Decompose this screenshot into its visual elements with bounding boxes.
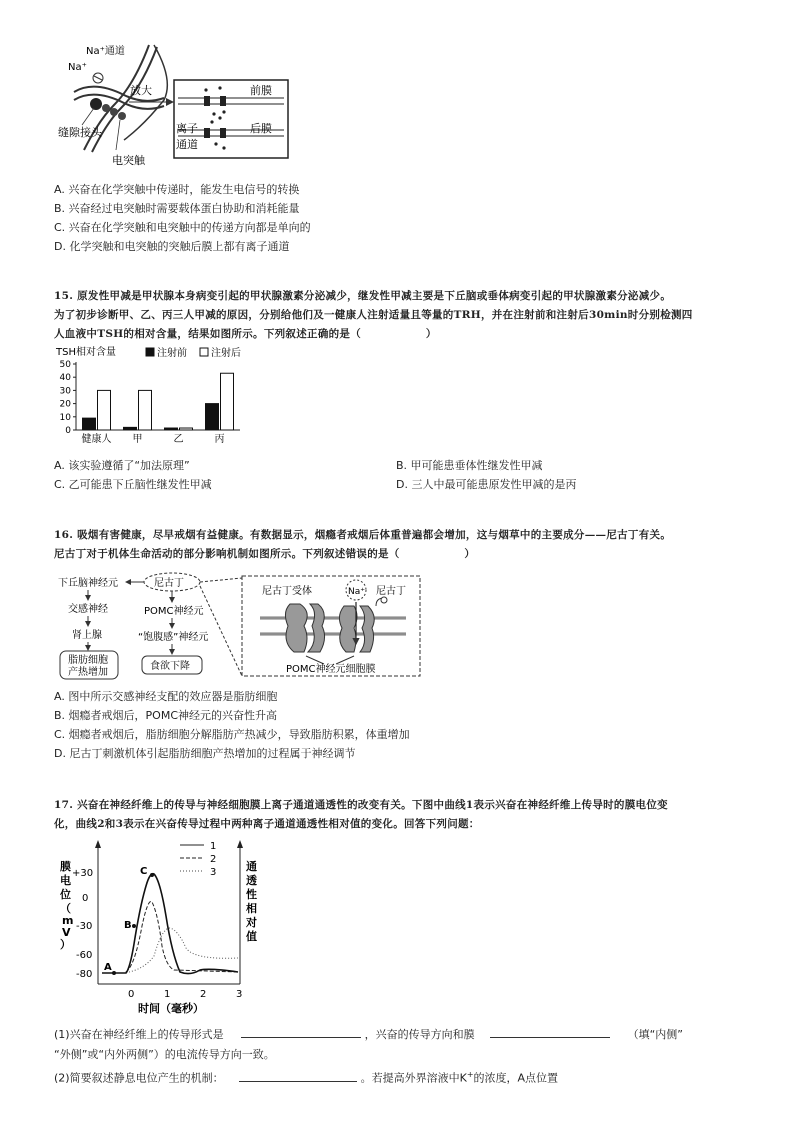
amplify-label: 放大 (130, 84, 152, 97)
nicotine2-label: 尼古丁 (376, 586, 406, 597)
ylabel-left-char: ） (60, 938, 71, 951)
legend-label: 注射后 (211, 348, 241, 359)
synapse-figure (54, 40, 294, 172)
legend-1: 1 (210, 841, 217, 852)
legend-3: 3 (210, 867, 217, 878)
ylabel-right-char: 值 (246, 930, 257, 943)
gap-junction-label: 缝隙接头 (58, 126, 102, 139)
legend-swatch (200, 348, 208, 356)
ylabel-left-char: 位 (60, 888, 71, 901)
sympathetic-label: 交感神经 (68, 604, 108, 615)
adrenal-label: 肾上腺 (72, 630, 102, 641)
q17-stem-line: 17. 兴奋在神经纤维上的传导与神经细胞膜上离子通道通透性的改变有关。下图中曲线1表示兴奋在神经纤维上传导时的膜电位变 (54, 799, 668, 811)
ylabel-left-char: 电 (60, 874, 71, 887)
q17-sub1-text-d: “外侧”或“内外两侧”）的电流传导方向一致。 (54, 1048, 275, 1061)
ytick-label: -30 (76, 921, 93, 932)
q17-sub2-text-b: 。若提高外界溶液中K (360, 1071, 467, 1085)
ytick-label: +30 (72, 868, 94, 879)
q15-stem-line: 人血液中TSH的相对含量，结果如图所示。下列叙述正确的是（ ） (54, 328, 437, 340)
ylabel-right-char: 对 (246, 916, 257, 929)
channel-label: 通道 (176, 138, 198, 151)
ylabel-left-char: （ (60, 902, 71, 915)
ion-label: 离子 (176, 122, 198, 135)
bar (139, 390, 152, 430)
ylabel-left-char: V (62, 926, 71, 939)
ylabel-right-char: 通 (246, 860, 257, 873)
q15-option-d: D. 三人中最可能患原发性甲减的是丙 (396, 478, 577, 491)
category-label: 健康人 (81, 434, 112, 445)
pre-membrane-label: 前膜 (250, 84, 272, 97)
q16-option-c: C. 烟瘾者戒烟后，脂肪细胞分解脂肪产热减少，导致脂肪积累，体重增加 (54, 728, 410, 741)
na-channel-label: Na⁺通道 (86, 46, 125, 57)
nicotine-mechanism-figure (54, 572, 424, 682)
bar (124, 427, 137, 430)
category-label: 乙 (173, 434, 184, 445)
q15-option-c: C. 乙可能患下丘脑性继发性甲减 (54, 478, 212, 491)
legend-swatch (146, 348, 154, 356)
q15-stem-line: 15. 原发性甲减是甲状腺本身病变引起的甲状腺激素分泌减少，继发性甲减主要是下丘脑或垂体病变引起的甲状腺激素分泌减少。 (54, 290, 672, 302)
ylabel-right-char: 性 (246, 888, 257, 901)
ytick-label: -80 (76, 969, 93, 980)
receptor-label: 尼古丁受体 (262, 586, 312, 597)
tsh-bar-chart (54, 344, 254, 450)
q15-option-a: A. 该实验遵循了“加法原理” (54, 459, 190, 472)
q14-option-b: B. 兴奋经过电突触时需要载体蛋白协助和消耗能量 (54, 202, 300, 215)
xtick-label: 1 (164, 989, 171, 1000)
q17-sub2-text-a: (2)简要叙述静息电位产生的机制： (54, 1071, 224, 1085)
bar (165, 428, 178, 430)
ytick-label: 0 (82, 893, 89, 904)
y-tick-label: 50 (59, 360, 71, 370)
satiety-neuron-label: “饱腹感”神经元 (138, 632, 209, 643)
q17-sub1-blank-2[interactable] (490, 1025, 610, 1038)
q17-sub2-blank[interactable] (239, 1069, 357, 1082)
q16-stem-line: 16. 吸烟有害健康，尽早戒烟有益健康。有数据显示，烟瘾者戒烟后体重普遍都会增加，这与烟草中的主要成分——尼古丁有关。 (54, 529, 672, 541)
heat-increase-label: 产热增加 (68, 667, 108, 678)
q15-stem (54, 287, 759, 344)
bar (206, 404, 219, 430)
q16-option-d: D. 尼古丁刺激机体引起脂肪细胞产热增加的过程属于神经调节 (54, 747, 356, 760)
y-tick-label: 10 (59, 412, 71, 423)
q14-option-a: A. 兴奋在化学突触中传递时，能发生电信号的转换 (54, 183, 300, 196)
q14-option-d: D. 化学突触和电突触的突触后膜上都有离子通道 (54, 240, 290, 253)
pomc-label: POMC神经元 (144, 606, 204, 617)
appetite-down-label: 食欲下降 (150, 661, 190, 672)
q16-option-a: A. 图中所示交感神经支配的效应器是脂肪细胞 (54, 690, 278, 703)
q16-option-b: B. 烟瘾者戒烟后，POMC神经元的兴奋性升高 (54, 709, 278, 722)
nicotine-label: 尼古丁 (154, 578, 184, 589)
k-plus-sup: + (466, 1070, 474, 1079)
q17-sub1-text-a: (1)兴奋在神经纤维上的传导形式是 (54, 1028, 224, 1041)
xlabel: 时间（毫秒） (138, 1002, 204, 1015)
q17-sub1-text-b: ，兴奋的传导方向和膜 (364, 1028, 475, 1041)
action-potential-figure (54, 836, 284, 1018)
y-tick-label: 40 (59, 373, 71, 384)
q17-sub1-text-c: （填“内侧” (627, 1028, 683, 1041)
post-membrane-label: 后膜 (250, 122, 272, 135)
y-tick-label: 0 (65, 426, 71, 436)
legend-2: 2 (210, 854, 217, 865)
q17-sub1-blank-1[interactable] (241, 1025, 361, 1038)
q15-stem-line: 为了初步诊断甲、乙、丙三人甲减的原因，分别给他们及一健康人注射适量且等量的TRH，并在注射前和注射后30min时分别检测四 (54, 309, 693, 321)
membrane-label: POMC神经元细胞膜 (286, 664, 376, 675)
electrical-synapse-label: 电突触 (112, 154, 145, 167)
q17-sub1-line1 (54, 1025, 683, 1045)
q14-option-c: C. 兴奋在化学突触和电突触中的传递方向都是单向的 (54, 221, 311, 234)
legend-label: 注射前 (157, 348, 187, 359)
ytick-label: -60 (76, 950, 93, 961)
point-b: B (124, 920, 132, 931)
bar (98, 390, 111, 430)
na-label: Na⁺ (68, 62, 87, 73)
ylabel-right-char: 透 (246, 874, 257, 887)
ylabel-left-char: m (62, 914, 74, 927)
q16-stem (54, 526, 759, 564)
bar (180, 428, 193, 430)
na-ion-label: Na⁺ (348, 587, 365, 597)
q17-stem-line: 化，曲线2和3表示在兴奋传导过程中两种离子通道通透性相对值的变化。回答下列问题： (54, 818, 480, 830)
point-c: C (140, 866, 148, 877)
xtick-label: 0 (128, 989, 135, 1000)
hypothalamus-label: 下丘脑神经元 (58, 578, 118, 589)
ylabel-right-char: 相 (246, 902, 257, 915)
q16-stem-line: 尼古丁对于机体生命活动的部分影响机制如图所示。下列叙述错误的是（ ） (54, 548, 476, 560)
category-label: 甲 (132, 434, 143, 445)
q15-option-b: B. 甲可能患垂体性继发性甲减 (396, 459, 543, 472)
y-axis-label: TSH相对含量 (56, 347, 116, 358)
point-a: A (104, 962, 112, 973)
y-tick-label: 30 (59, 386, 71, 397)
q17-sub2-line (54, 1065, 558, 1089)
q17-sub2-text-c: 的浓度，A点位置 (473, 1071, 559, 1085)
bar (221, 373, 234, 430)
xtick-label: 2 (200, 989, 207, 1000)
y-tick-label: 20 (59, 399, 71, 410)
bar (83, 418, 96, 430)
q17-sub1-line2 (54, 1045, 275, 1065)
fat-cell-label: 脂肪细胞 (68, 655, 108, 666)
ylabel-left-char: 膜 (60, 860, 71, 873)
category-label: 丙 (214, 434, 225, 445)
xtick-label: 3 (236, 989, 243, 1000)
q17-stem (54, 796, 759, 834)
